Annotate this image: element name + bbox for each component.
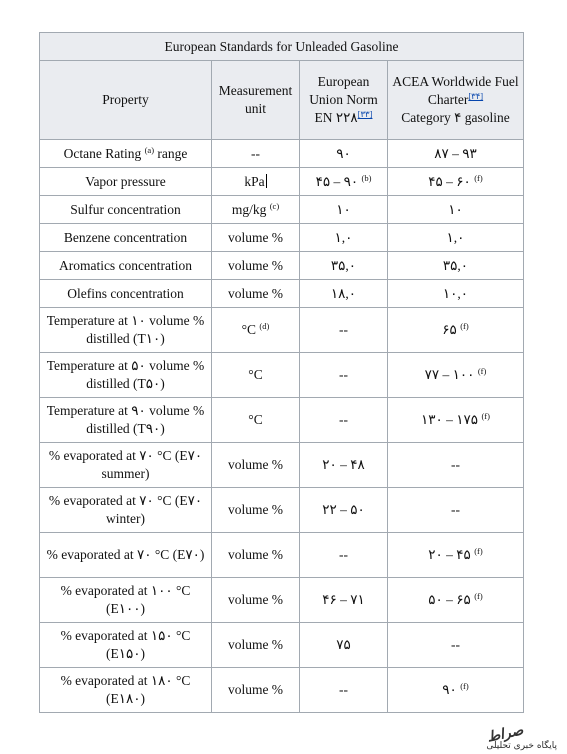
cell-eu [300,308,388,353]
cell-property [40,140,212,168]
cell-property-value: Temperature at ۵۰ volume % distilled (T۵۰) [46,358,205,391]
cell-unit-value: mg/kg [231,201,267,217]
cell-acea [388,224,524,252]
footnote-marker[interactable]: (f) [474,591,483,601]
cell-property-value: % evaporated at ۷۰ °C (E۷۰ summer) [48,448,203,481]
cell-property-value: % evaporated at ۷۰ °C (E۷۰) [46,547,205,562]
table-caption-row [40,33,524,61]
footnote-marker[interactable]: (f) [460,321,469,331]
cell-unit [212,398,300,443]
cell-acea-value: ۴۵ – ۶۰ [428,173,471,189]
cell-property [40,224,212,252]
cell-unit [212,578,300,623]
cell-property-value: Temperature at ۹۰ volume % distilled (T۹۰) [46,403,205,436]
cell-eu-value: ۴۵ – ۹۰ [315,173,359,189]
footnote-marker[interactable]: (f) [460,681,469,691]
cell-eu [300,280,388,308]
cell-property [40,533,212,578]
header-eu [300,61,388,140]
cell-unit-value: -- [251,145,260,161]
cell-property-tail: range [154,145,188,161]
cell-acea-value: ۳۵,۰ [442,257,469,273]
footnote-marker[interactable]: (c) [269,200,280,211]
cell-unit [212,308,300,353]
cell-unit-value: volume % [227,682,284,697]
table-row [40,168,524,196]
cell-acea [388,443,524,488]
cell-unit [212,168,300,196]
cell-eu [300,398,388,443]
cell-property [40,488,212,533]
cell-acea [388,308,524,353]
footnote-marker[interactable]: (f) [474,172,483,183]
cell-unit-value: volume % [227,285,284,301]
table-row [40,353,524,398]
gasoline-standards-table [39,32,524,713]
cell-unit [212,280,300,308]
cell-acea [388,280,524,308]
cell-eu [300,668,388,713]
cell-eu [300,623,388,668]
cell-acea-value: ۲۰ – ۴۵ [428,547,471,562]
header-acea-ref-link[interactable]: [۳۴] [468,91,484,101]
table-header-row [40,61,524,140]
header-unit: Measurement unit [212,61,300,140]
cell-eu [300,578,388,623]
cell-unit-value: kPa [244,173,265,189]
cell-eu-value: ۱۰ [336,201,351,217]
cell-property-value: % evaporated at ۷۰ °C (E۷۰ winter) [48,493,203,526]
cell-property [40,398,212,443]
header-acea [388,61,524,140]
cell-unit-value: volume % [227,229,284,245]
cell-property-value: % evaporated at ۱۵۰ °C (E۱۵۰) [60,628,191,661]
cell-unit-value: volume % [227,502,284,517]
table-row [40,224,524,252]
footnote-marker[interactable]: (f) [477,366,487,376]
cell-property-value: Vapor pressure [85,173,166,189]
cell-eu [300,533,388,578]
cell-unit-value: volume % [227,547,284,562]
cell-acea-value: ۸۷ – ۹۳ [434,145,477,161]
cell-acea [388,488,524,533]
cell-unit [212,252,300,280]
footnote-marker[interactable]: (a) [144,144,155,155]
cell-eu [300,443,388,488]
table-row [40,578,524,623]
cell-acea-value: -- [451,637,460,652]
cell-acea [388,578,524,623]
cell-unit [212,196,300,224]
cell-eu-value: -- [339,547,348,562]
table-caption: European Standards for Unleaded Gasoline [40,33,524,61]
cell-acea-value: ۱۳۰ – ۱۷۵ [421,412,479,427]
cell-property [40,668,212,713]
table-row [40,533,524,578]
header-acea-label: ACEA Worldwide Fuel Charter [392,74,519,107]
cell-property [40,353,212,398]
cell-eu-value: ۲۲ – ۵۰ [322,502,365,517]
cell-property [40,196,212,224]
cell-eu-value: ۲۰ – ۴۸ [322,457,365,472]
cell-unit-value: °C [241,322,257,337]
table-row [40,280,524,308]
table-row [40,252,524,280]
footnote-marker[interactable]: (b) [361,172,372,183]
cell-acea [388,252,524,280]
cell-acea-value: -- [451,502,460,517]
table-row [40,668,524,713]
cell-acea [388,533,524,578]
footnote-marker[interactable]: (d) [259,321,270,331]
cell-acea-value: ۷۷ – ۱۰۰ [424,367,475,382]
cell-unit-value: volume % [227,457,284,472]
cell-property-value: Benzene concentration [63,229,188,245]
cell-unit [212,140,300,168]
header-eu-label: European Union Norm EN ۲۲۸ [309,74,378,125]
header-eu-ref-link[interactable]: [۳۳] [357,109,373,119]
cell-property [40,578,212,623]
cell-acea [388,168,524,196]
cell-acea-value: ۶۵ [442,322,457,337]
text-cursor [266,174,267,188]
cell-eu-value: ۹۰ [336,145,351,161]
cell-unit [212,623,300,668]
cell-property-value: Aromatics concentration [58,257,193,273]
watermark-text: پایگاه خبری تحلیلی [486,741,557,751]
cell-eu [300,196,388,224]
footnote-marker[interactable]: (f) [474,546,483,556]
cell-eu-value: -- [339,322,348,337]
cell-unit-value: volume % [227,637,284,652]
cell-eu-value: ۱,۰ [334,229,353,245]
table-row [40,443,524,488]
table-row [40,140,524,168]
cell-unit [212,668,300,713]
cell-acea [388,623,524,668]
cell-eu [300,140,388,168]
cell-acea-value: -- [451,457,460,472]
cell-property-value: Sulfur concentration [70,201,181,217]
cell-acea-value: ۱۰ [448,201,463,217]
cell-unit [212,224,300,252]
table-row [40,308,524,353]
cell-eu [300,224,388,252]
cell-property-value: Olefins concentration [67,285,184,301]
cell-unit-value: volume % [227,592,284,607]
table-row [40,196,524,224]
cell-eu-value: ۳۵,۰ [330,257,357,273]
cell-property-value: % evaporated at ۱۸۰ °C (E۱۸۰) [60,673,191,706]
cell-acea [388,353,524,398]
cell-property [40,168,212,196]
cell-property-value: Octane Rating [63,145,142,161]
cell-acea [388,140,524,168]
cell-acea [388,196,524,224]
table-row [40,398,524,443]
cell-property [40,443,212,488]
cell-unit [212,443,300,488]
cell-eu-value: ۱۸,۰ [330,285,357,301]
cell-property [40,252,212,280]
cell-acea-value: ۵۰ – ۶۵ [428,592,471,607]
cell-eu-value: -- [339,367,348,382]
table-row [40,623,524,668]
cell-property [40,280,212,308]
footnote-marker[interactable]: (f) [481,411,490,421]
cell-acea [388,668,524,713]
cell-acea-value: ۹۰ [442,682,457,697]
table-row [40,488,524,533]
cell-property [40,623,212,668]
cell-eu [300,168,388,196]
cell-unit-value: °C [248,412,263,427]
cell-unit-value: °C [248,367,263,382]
cell-unit [212,353,300,398]
watermark-logo: صراط [485,722,525,746]
cell-acea-value: ۱۰,۰ [442,285,469,301]
cell-eu-value: ۴۶ – ۷۱ [322,592,365,607]
cell-eu-value: -- [339,412,348,427]
cell-eu [300,353,388,398]
cell-acea-value: ۱,۰ [446,229,465,245]
header-property: Property [40,61,212,140]
cell-unit [212,533,300,578]
cell-eu-value: ۷۵ [336,637,351,652]
cell-eu [300,488,388,533]
cell-eu [300,252,388,280]
cell-unit-value: volume % [227,257,284,273]
cell-unit [212,488,300,533]
cell-acea [388,398,524,443]
cell-property-value: % evaporated at ۱۰۰ °C (E۱۰۰) [60,583,191,616]
cell-property-value: Temperature at ۱۰ volume % distilled (T۱۰) [46,313,205,346]
cell-eu-value: -- [339,682,348,697]
header-acea-category: Category ۴ gasoline [401,110,510,125]
cell-property [40,308,212,353]
